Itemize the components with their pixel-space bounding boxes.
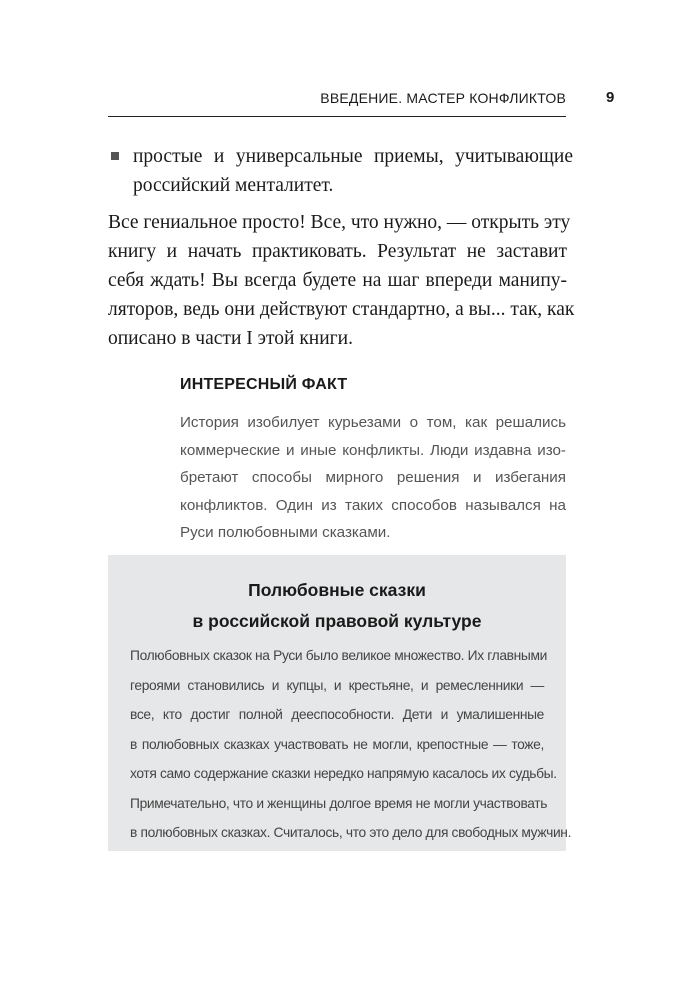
box-title-line: в российской правовой культуре — [192, 611, 482, 631]
page-number: 9 — [606, 89, 615, 106]
running-header-title: ВВЕДЕНИЕ. МАСТЕР КОНФЛИКТОВ — [320, 90, 566, 106]
bullet-line: простые и универсальные приемы, учитывающие — [133, 146, 573, 167]
running-header — [108, 88, 566, 117]
fact-heading: ИНТЕРЕСНЫЙ ФАКТ — [180, 376, 348, 393]
box-line: все, кто достиг полной дееспособности. Дети и умалишенные — [130, 707, 544, 722]
box-line: героями становились и купцы, и крестьяне, и ремесленники — — [130, 677, 544, 693]
box-line: в полюбовных сказках. Считалось, что это дело для свободных мужчин. — [130, 825, 572, 840]
bullet-line: российский менталитет. — [133, 175, 334, 196]
body-paragraph — [108, 208, 575, 353]
box-title — [108, 575, 566, 637]
paragraph-line: ляторов, ведь они действуют стандартно, а вы... так, как — [108, 299, 575, 320]
box-line: в полюбовных сказках участвовать не могли, крепостные — тоже, — [130, 736, 544, 752]
paragraph-line: книгу и начать практиковать. Результат не заставит — [108, 241, 567, 262]
box-title-line: Полюбовные сказки — [248, 580, 426, 600]
box-line: Полюбовных сказок на Руси было великое множество. Их главными — [130, 648, 547, 663]
bullet-text — [133, 142, 573, 200]
paragraph-line: Все гениальное просто! Все, что нужно, — открыть эту — [108, 212, 571, 233]
fact-line: История изобилует курьезами о том, как решались — [180, 414, 566, 431]
paragraph-line: себя ждать! Вы всегда будете на шаг впереди манипу- — [108, 270, 567, 291]
square-bullet-icon — [111, 152, 119, 160]
sidebar-box — [108, 555, 572, 851]
box-body — [130, 641, 572, 848]
fact-line: конфликтов. Один из таких способов назывался на — [180, 496, 566, 514]
box-line: Примечательно, что и женщины долгое время не могли участвовать — [130, 795, 548, 811]
paragraph-line: описано в части I этой книги. — [108, 328, 353, 349]
fact-line: бретают способы мирного решения и избегания — [180, 469, 566, 486]
box-line: хотя само содержание сказки нередко напрямую касалось их судьбы. — [130, 766, 557, 781]
fact-line: Руси полюбовными сказками. — [180, 524, 391, 541]
fact-body — [180, 409, 566, 547]
fact-line: коммерческие и иные конфликты. Люди издавна изо- — [180, 441, 566, 459]
